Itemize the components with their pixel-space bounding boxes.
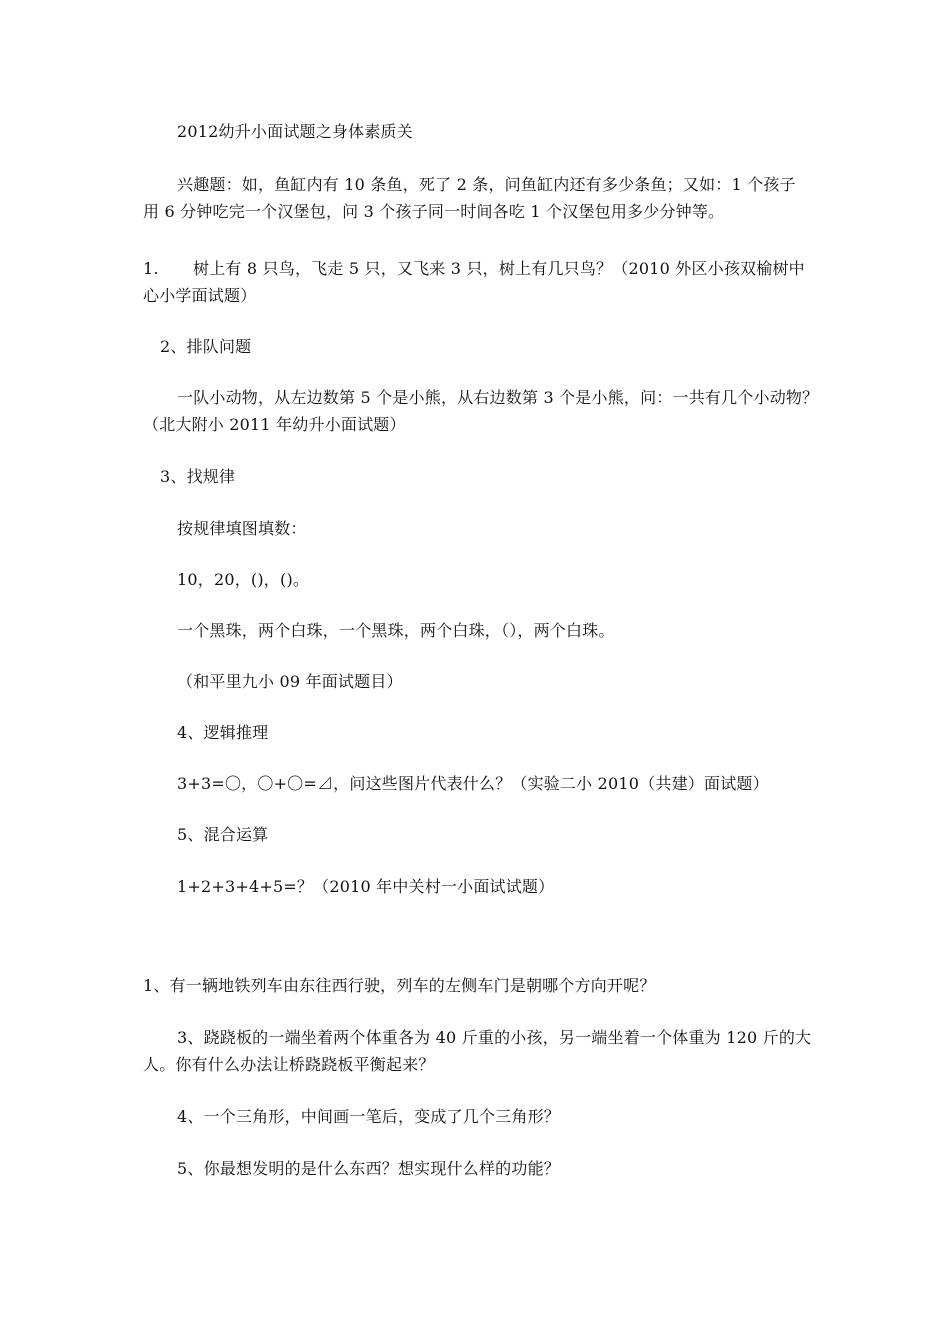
intro-line-2: 用 6 分钟吃完一个汉堡包，问 3 个孩子同一时间各吃 1 个汉堡包用多少分钟等。 (143, 202, 725, 221)
intro-line-1: 兴趣题：如，鱼缸内有 10 条鱼，死了 2 条，问鱼缸内还有多少条鱼；又如：1 个孩子 (177, 175, 796, 194)
section-3-subheading: 按规律填图填数： (177, 519, 307, 538)
question-1-line-1: 树上有 8 只鸟，飞走 5 只，又飞来 3 只，树上有几只鸟？（2010 外区小孩双榆树中 (193, 259, 805, 278)
section-5-item: 1+2+3+4+5=？（2010 年中关村一小面试试题） (177, 877, 555, 896)
section-3-source: （和平里九小 09 年面试题目） (177, 672, 403, 691)
document-title: 2012幼升小面试题之身体素质关 (177, 122, 413, 141)
problem-3-line-2: 人。你有什么办法让桥跷跷板平衡起来？ (143, 1055, 435, 1074)
section-2-line-1: 一队小动物，从左边数第 5 个是小熊，从右边数第 3 个是小熊，问：一共有几个小动物？ (177, 388, 819, 407)
question-1-number: 1. (143, 259, 159, 278)
section-4-item: 3+3=〇，〇+〇=⊿，问这些图片代表什么？（实验二小 2010（共建）面试题） (177, 774, 769, 793)
section-2-line-2: （北大附小 2011 年幼升小面试题） (143, 415, 406, 434)
section-3-item-2: 一个黑珠，两个白珠，一个黑珠，两个白珠，（），两个白珠。 (177, 621, 615, 640)
problem-1: 1、有一辆地铁列车由东往西行驶，列车的左侧车门是朝哪个方向开呢？ (143, 976, 656, 995)
problem-3-line-1: 3、跷跷板的一端坐着两个体重各为 40 斤重的小孩，另一端坐着一个体重为 120 斤的大 (177, 1028, 812, 1047)
section-3-item-1: 10，20，()，()。 (177, 570, 310, 589)
problem-5: 5、你最想发明的是什么东西？想实现什么样的功能？ (177, 1159, 560, 1178)
section-2-heading: 2、排队问题 (160, 337, 252, 356)
question-1-line-2: 心小学面试题） (143, 286, 257, 305)
section-5-heading: 5、混合运算 (177, 825, 269, 844)
section-3-heading: 3、找规律 (160, 467, 236, 486)
problem-4: 4、一个三角形，中间画一笔后，变成了几个三角形？ (177, 1107, 560, 1126)
section-4-heading: 4、逻辑推理 (177, 723, 269, 742)
